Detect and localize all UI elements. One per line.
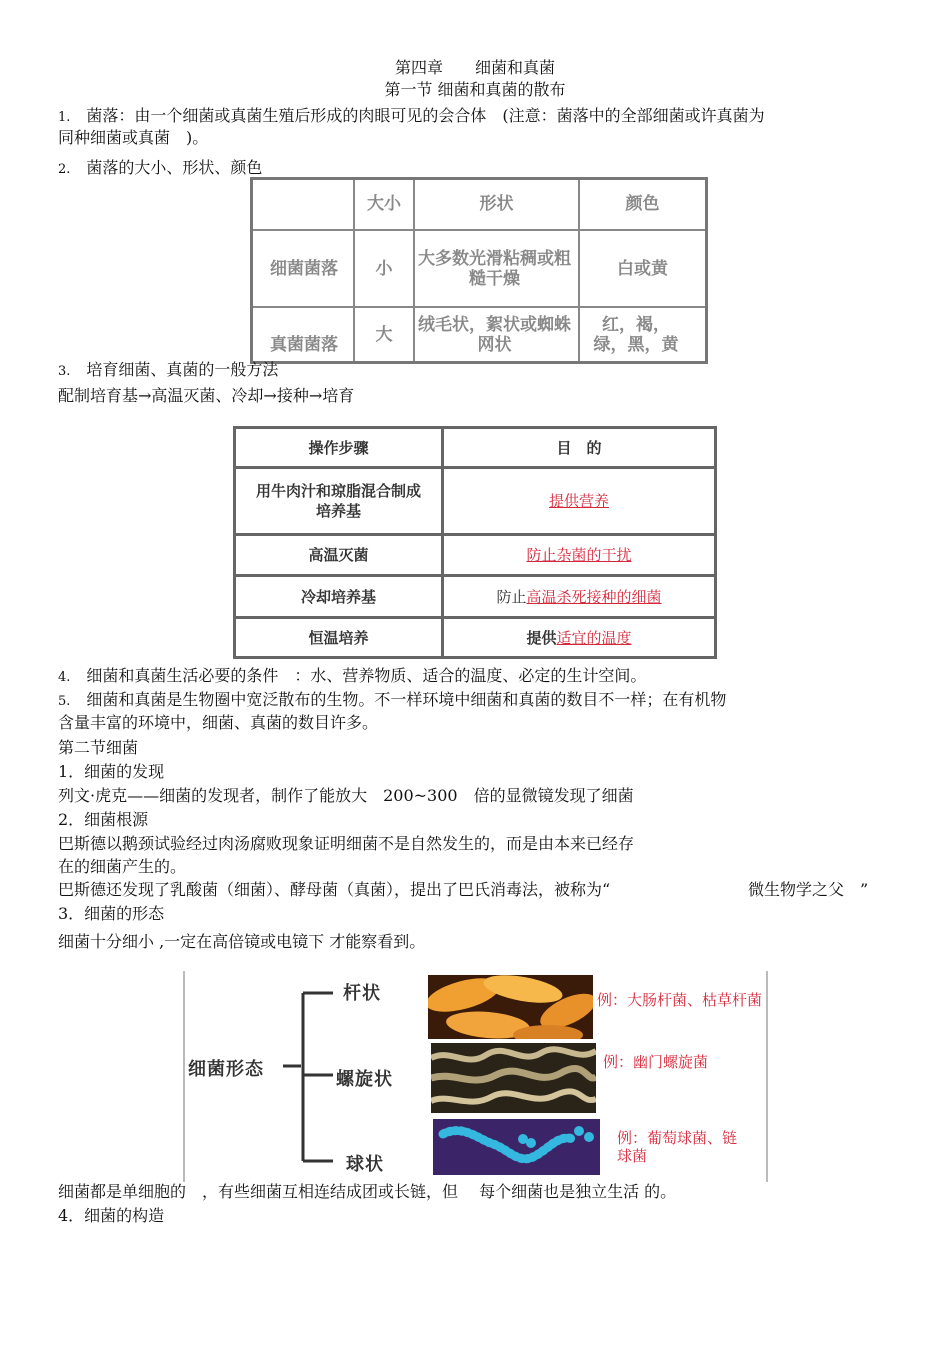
item-number: 1. <box>58 110 71 125</box>
item-text: 菌落的大小、形状、颜色 <box>86 158 263 177</box>
item-4 <box>58 666 646 688</box>
purpose-cell: 提供营养 <box>548 492 609 510</box>
purpose-cell: 提供 适宜的温度 <box>526 628 632 647</box>
spiral-bacteria-image <box>431 1043 596 1113</box>
subsection-2-title: 2．细菌根源 <box>58 810 149 829</box>
chapter-title: 第四章 细菌和真菌 <box>394 58 555 77</box>
subsection-4-title: 4．细菌的构造 <box>58 1206 165 1225</box>
step-cell: 高温灭菌 <box>308 546 369 564</box>
header-purpose: 目 的 <box>556 438 602 457</box>
section-title: 第一节 细菌和真菌的散布 <box>384 80 566 99</box>
header-color: 颜色 <box>625 194 660 214</box>
section-2-title: 第二节细菌 <box>58 738 139 757</box>
item-text: 细菌和真菌生活必要的条件 ：水、营养物质、适合的温度、必定的生计空间。 <box>86 666 647 685</box>
header-shape: 形状 <box>479 194 514 214</box>
row-shape: 绒毛状，絮状或蜘蛛网状 <box>418 314 571 355</box>
row-size: 小 <box>375 258 393 279</box>
item-number: 3. <box>58 364 71 379</box>
colony-table <box>250 177 708 364</box>
subsection-1-text: 列文·虎克——细菌的发现者，制作了能放大 200~300 倍的显微镜发现了细菌 <box>58 786 634 805</box>
item-text: 培育细菌、真菌的一般方法 <box>86 360 279 379</box>
item-2 <box>58 158 262 180</box>
item-text: 细菌和真菌是生物圈中宽泛散布的生物。不一样环境中细菌和真菌的数目不一样；在有机物 <box>86 690 727 709</box>
subsection-2-line: 巴斯德以鹅颈试验经过肉汤腐败现象证明细菌不是自然发生的，而是由本来已经存 <box>58 834 635 853</box>
root-label: 细菌形态 <box>188 1059 264 1080</box>
purpose-cell: 防止 高温杀死接种的细菌 <box>496 587 662 606</box>
step-cell: 用牛肉汁和琼脂混合制成培养基 <box>256 482 422 520</box>
step-cell: 冷却培养基 <box>300 587 376 606</box>
header-step: 操作步骤 <box>308 438 369 457</box>
after-figure-text: 细菌都是单细胞的 ，有些细菌互相连结成团或长链，但 每个细菌也是独立生活 的。 <box>58 1182 677 1201</box>
item-number: 4. <box>58 670 71 685</box>
purpose-cell: 防止杂菌的干扰 <box>526 546 632 564</box>
item-3 <box>58 360 278 382</box>
culture-flow: 配制培育基→高温灭菌、冷却→接种→培育 <box>58 386 355 405</box>
rod-bacteria-image <box>428 975 593 1039</box>
example-rod: 例：大肠杆菌、枯草杆菌 <box>597 991 763 1009</box>
row-name: 真菌菌落 <box>270 334 338 355</box>
coccus-bacteria-image <box>433 1119 600 1175</box>
subsection-1-title: 1．细菌的发现 <box>58 762 165 781</box>
item-1 <box>58 106 765 128</box>
row-shape: 大多数光滑粘稠或粗糙干燥 <box>418 248 571 289</box>
subsection-2-line: 在的细菌产生的。 <box>58 857 187 876</box>
bacteria-shapes-figure <box>183 971 768 1182</box>
subsection-2-line: 巴斯德还发现了乳酸菌（细菌）、酵母菌（真菌），提出了巴氏消毒法，被称为“ <box>58 880 611 899</box>
row-color: 白或黄 <box>617 258 668 279</box>
example-coccus: 例：葡萄球菌、链球菌 <box>617 1129 738 1165</box>
row-size: 大 <box>375 324 393 345</box>
subsection-3-title: 3．细菌的形态 <box>58 904 165 923</box>
item-5-continuation: 含量丰富的环境中，细菌、真菌的数目许多。 <box>58 713 379 732</box>
header-size: 大小 <box>367 194 401 214</box>
subsection-3-text: 细菌十分细小 ,一定在高倍镜或电镜下 才能察看到。 <box>58 932 426 951</box>
subsection-2-line-end: 微生物学之父 ” <box>748 880 869 899</box>
item-5 <box>58 690 726 712</box>
item-text: 菌落：由一个细菌或真菌生殖后形成的肉眼可见的会合体 (注意：菌落中的全部细菌或许真菌为 <box>86 106 765 125</box>
branch-label-coccus: 球状 <box>346 1154 384 1175</box>
step-cell: 恒温培养 <box>308 628 369 647</box>
item-1-continuation: 同种细菌或真菌 )。 <box>58 128 209 147</box>
item-number: 5. <box>58 694 71 709</box>
branch-label-rod: 杆状 <box>343 983 381 1004</box>
example-spiral: 例：幽门螺旋菌 <box>603 1053 709 1071</box>
culture-table <box>233 426 717 659</box>
row-color: 红，褐，绿，黑，黄 <box>593 314 679 355</box>
row-name: 细菌菌落 <box>270 258 338 279</box>
branch-label-spiral: 螺旋状 <box>336 1069 393 1090</box>
item-number: 2. <box>58 162 71 177</box>
